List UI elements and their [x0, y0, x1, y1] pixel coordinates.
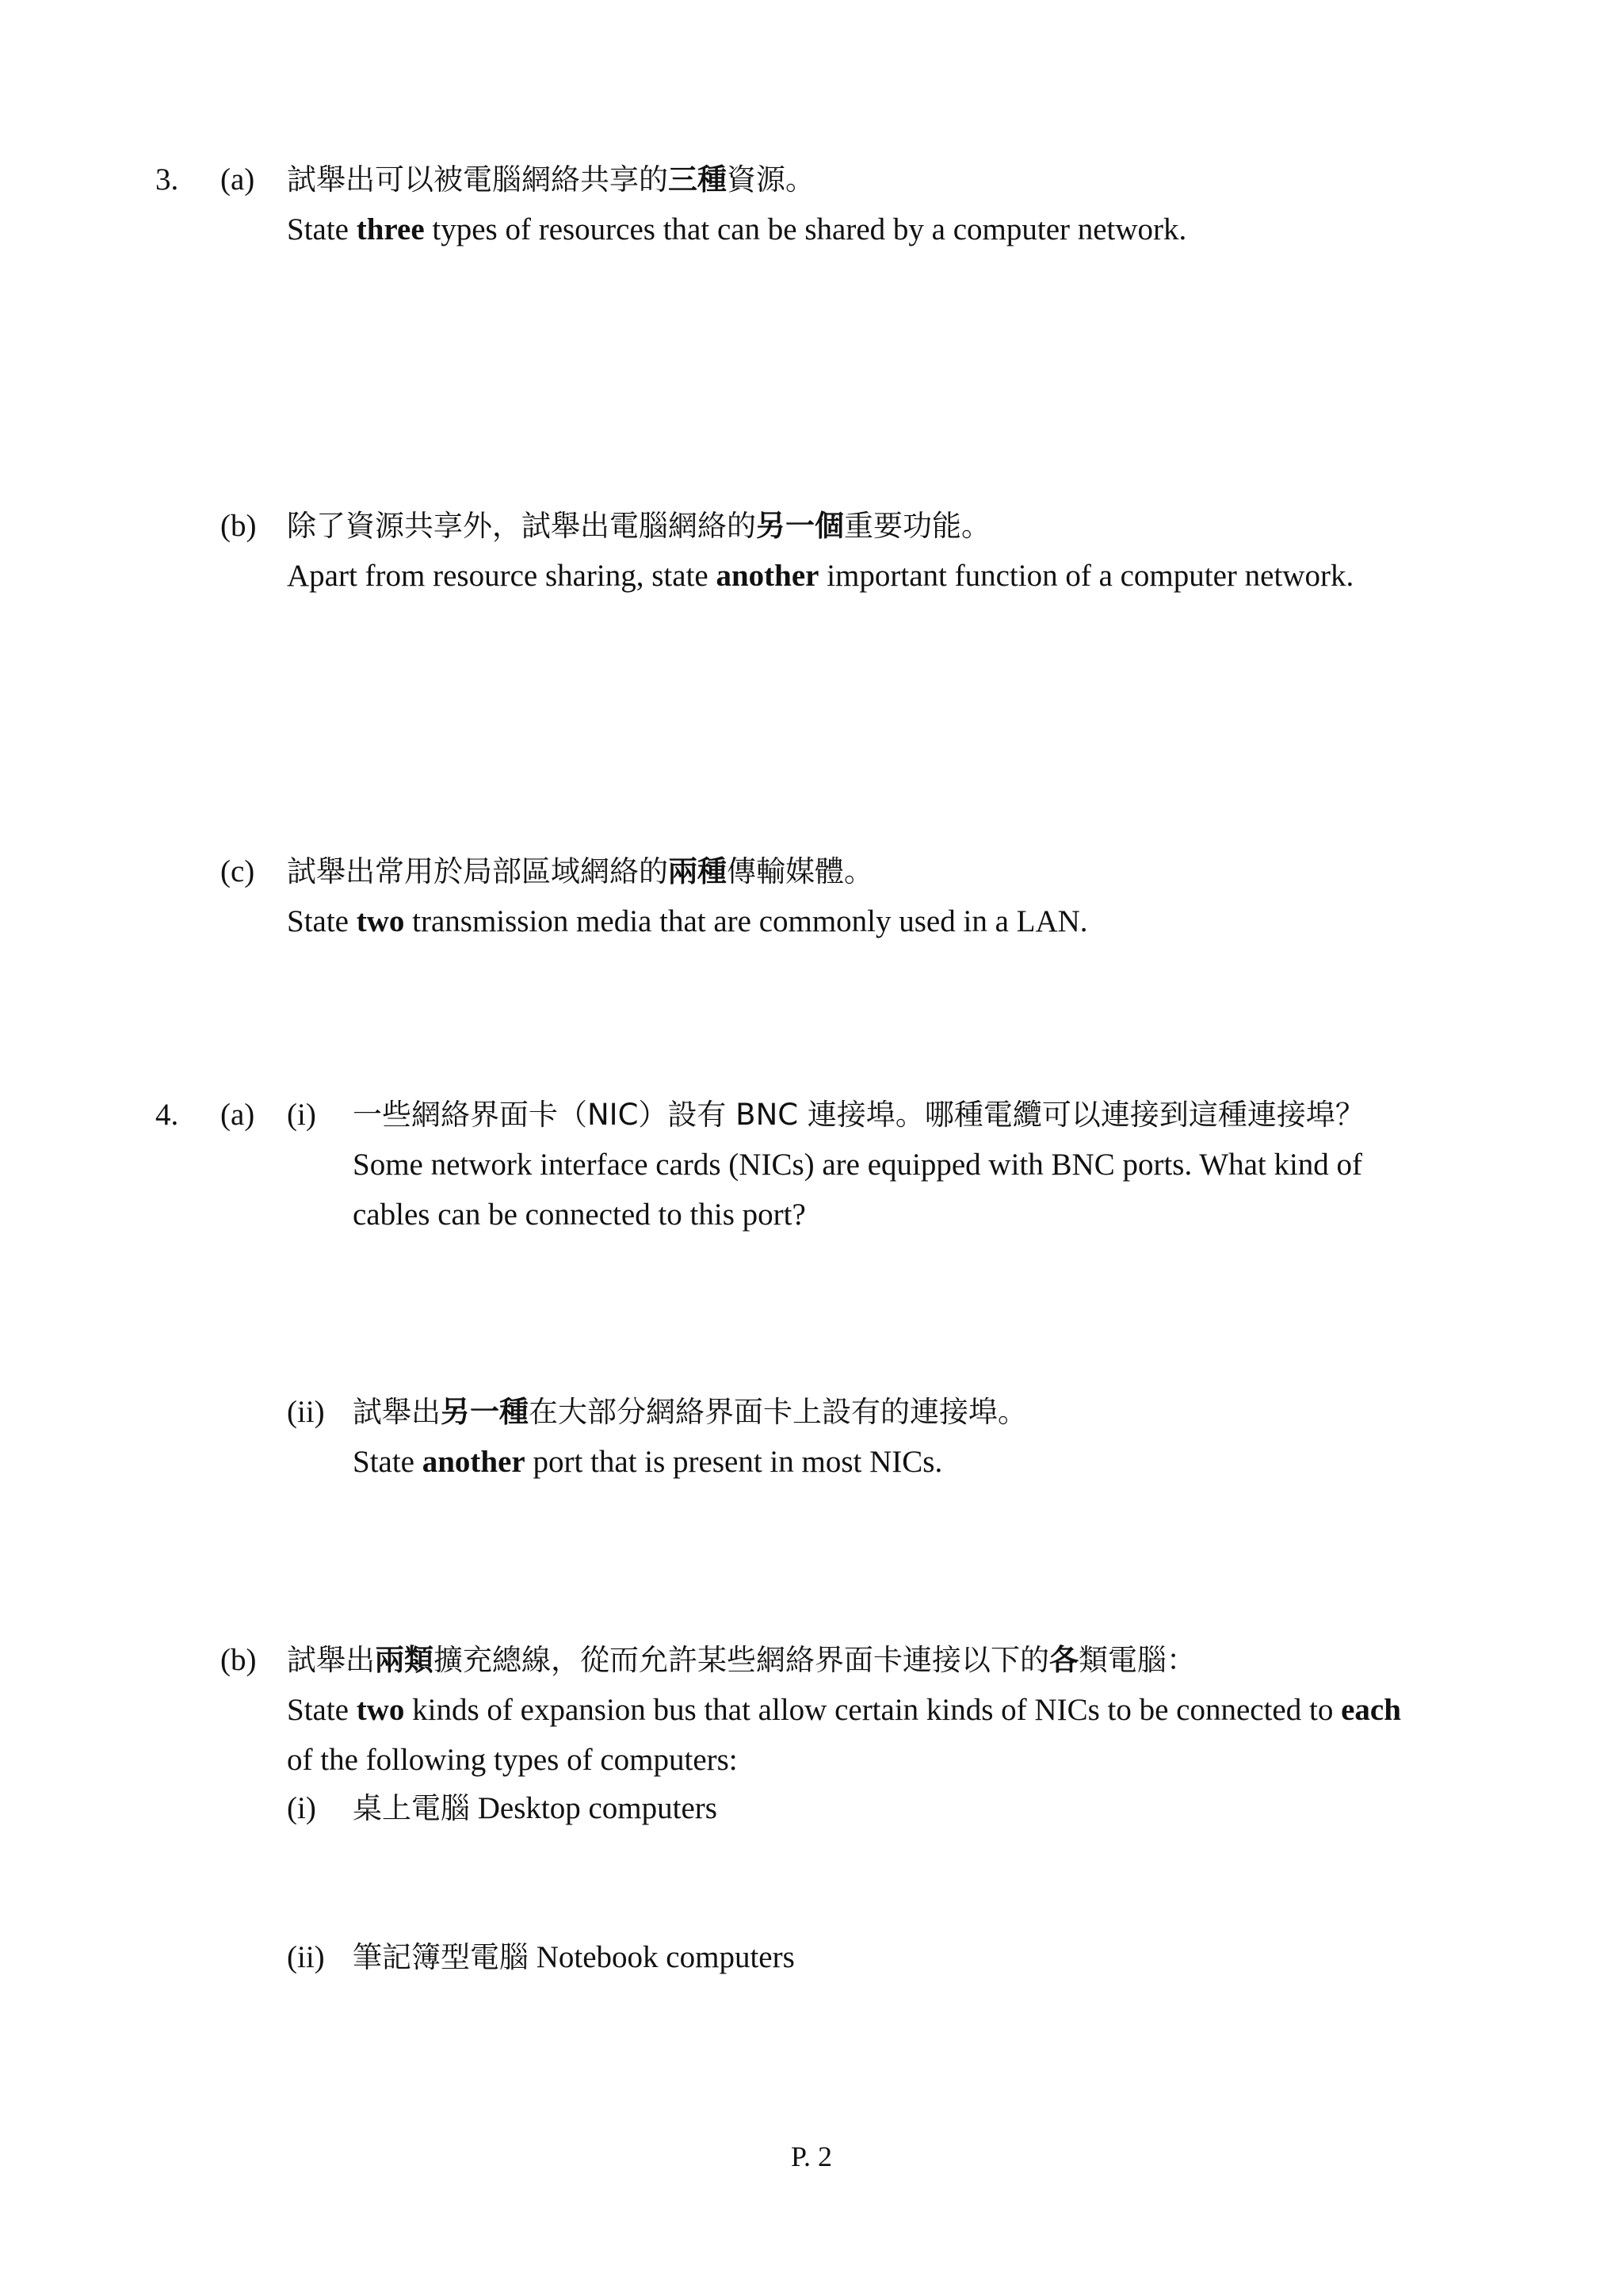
q3b-english-text: Apart from resource sharing, state another important function of a computer network.: [287, 559, 1354, 593]
q4b-i-label: (i): [287, 1791, 316, 1825]
q4a-i-label: (i): [287, 1098, 316, 1132]
q4a-label: (a): [220, 1098, 255, 1132]
question-3-number: 3.: [155, 162, 179, 197]
q3c-label: (c): [220, 854, 255, 888]
q3b-chinese-text: 除了資源共享外，試舉出電腦網絡的另一個重要功能。: [287, 509, 991, 543]
page-number: P. 2: [790, 2141, 833, 2172]
q3b-label: (b): [220, 509, 257, 543]
q4b-ii-label: (ii): [287, 1940, 325, 1974]
q4b-english-line-2: of the following types of computers:: [287, 1743, 738, 1777]
q4b-english-line-1: State two kinds of expansion bus that allow certain kinds of NICs to be connected to each: [287, 1693, 1401, 1727]
question-4-number: 4.: [155, 1098, 179, 1132]
q3c-english-text: State two transmission media that are commonly used in a LAN.: [287, 904, 1088, 938]
q3c-chinese-text: 試舉出常用於局部區域網絡的兩種傳輸媒體。: [287, 854, 873, 888]
q4b-i-text: 桌上電腦 Desktop computers: [353, 1791, 717, 1825]
q4b-chinese-text: 試舉出兩類擴充總線，從而允許某些網絡界面卡連接以下的各類電腦：: [287, 1643, 1196, 1677]
q4b-ii-text: 筆記簿型電腦 Notebook computers: [353, 1940, 795, 1974]
q3a-label: (a): [220, 162, 255, 197]
q4b-label: (b): [220, 1643, 257, 1677]
q4a-ii-chinese-text: 試舉出另一種在大部分網絡界面卡上設有的連接埠。: [353, 1395, 1027, 1429]
q4a-ii-label: (ii): [287, 1395, 325, 1429]
q4a-ii-english-text: State another port that is present in most NICs.: [353, 1445, 943, 1479]
q4a-i-chinese-text: 一些網絡界面卡（NIC）設有 BNC 連接埠。哪種電纜可以連接到這種連接埠？: [353, 1098, 1365, 1132]
q3a-english-text: State three types of resources that can be shared by a computer network.: [287, 212, 1187, 246]
q4a-i-english-line-1: Some network interface cards (NICs) are equipped with BNC ports. What kind of: [353, 1148, 1363, 1182]
q4a-i-english-line-2: cables can be connected to this port?: [353, 1198, 806, 1232]
q3a-chinese-text: 試舉出可以被電腦網絡共享的三種資源。: [287, 162, 815, 197]
